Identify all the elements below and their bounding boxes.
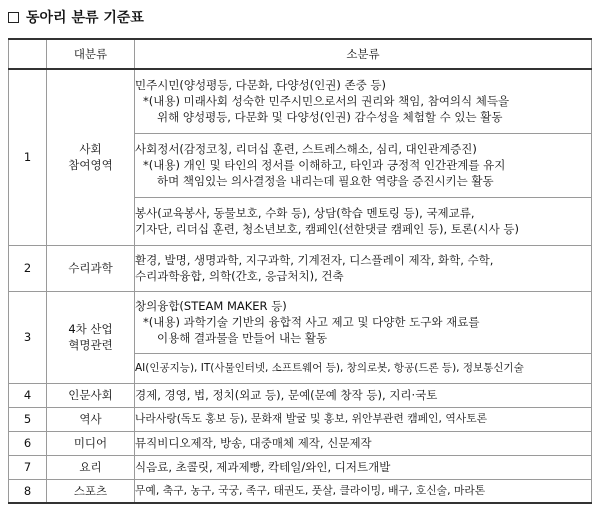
row-number: 6 [9, 431, 47, 455]
row-number: 4 [9, 383, 47, 407]
sub-category-cell: 경제, 경영, 법, 정치(외교 등), 문예(문예 창작 등), 지리·국토 [135, 383, 592, 407]
table-row [9, 291, 592, 353]
sub-category-cell: AI(인공지능), IT(사물인터넷, 소프트웨어 등), 창의로봇, 항공(드론 등), 정보통신기술 [135, 353, 592, 383]
sub-category-cell: 환경, 발명, 생명과학, 지구과학, 기계전자, 디스플레이 제작, 화학, 수학, 수리과학융합, 의학(간호, 응급처치), 건축 [135, 245, 592, 291]
table-row [9, 479, 592, 503]
major-category: 요리 [47, 455, 135, 479]
row-number: 3 [9, 291, 47, 383]
table-row [9, 69, 592, 133]
row-number: 1 [9, 69, 47, 245]
sub-category-cell: 뮤직비디오제작, 방송, 대중매체 제작, 신문제작 [135, 431, 592, 455]
major-category: 4차 산업 혁명관련 [47, 291, 135, 383]
checkbox-icon [8, 12, 19, 23]
header-row [9, 39, 592, 69]
table-row [9, 407, 592, 431]
table-row [9, 431, 592, 455]
major-category: 사회 참여영역 [47, 69, 135, 245]
sub-category-cell: 무예, 축구, 농구, 국궁, 족구, 태권도, 풋살, 클라이밍, 배구, 호신술, 마라톤 [135, 479, 592, 503]
header-major: 대분류 [47, 39, 135, 69]
header-num [9, 39, 47, 69]
major-category: 역사 [47, 407, 135, 431]
table-row [9, 245, 592, 291]
table-row [9, 455, 592, 479]
sub-category-cell: 봉사(교육봉사, 동물보호, 수화 등), 상담(학습 멘토링 등), 국제교류, 기자단, 리더십 훈련, 청소년보호, 캠페인(선한댓글 캠페인 등), 토론(시사 등) [135, 197, 592, 245]
row-number: 2 [9, 245, 47, 291]
sub-category-cell: 창의융합(STEAM MAKER 등) *(내용) 과학기술 기반의 융합적 사고 제고 및 다양한 도구와 재료를 이용해 결과물을 만들어 내는 활동 [135, 291, 592, 353]
table-row [9, 383, 592, 407]
major-category: 인문사회 [47, 383, 135, 407]
title-text: 동아리 분류 기준표 [26, 10, 144, 26]
sub-category-cell: 식음료, 초콜릿, 제과제빵, 칵테일/와인, 디저트개발 [135, 455, 592, 479]
sub-category-cell: 사회정서(감정코칭, 리더십 훈련, 스트레스해소, 심리, 대인관계증진) *(내용) 개인 및 타인의 정서를 이해하고, 타인과 긍정적 인간관계를 유지 하며 책임있는 의사결정을 내리는데 필요한 역량을 증진시키는 활동 [135, 133, 592, 197]
major-category: 스포츠 [47, 479, 135, 503]
row-number: 7 [9, 455, 47, 479]
major-category: 미디어 [47, 431, 135, 455]
table-title [8, 7, 144, 27]
header-sub: 소분류 [135, 39, 592, 69]
sub-category-cell: 나라사랑(독도 홍보 등), 문화재 발굴 및 홍보, 위안부관련 캠페인, 역사토론 [135, 407, 592, 431]
classification-table [8, 38, 592, 504]
row-number: 8 [9, 479, 47, 503]
major-category: 수리과학 [47, 245, 135, 291]
sub-category-cell: 민주시민(양성평등, 다문화, 다양성(인권) 존중 등) *(내용) 미래사회 성숙한 민주시민으로서의 권리와 책임, 참여의식 체득을 위해 양성평등, 다문화 및 다양성(인권) 감수성을 체험할 수 있는 활동 [135, 69, 592, 133]
row-number: 5 [9, 407, 47, 431]
